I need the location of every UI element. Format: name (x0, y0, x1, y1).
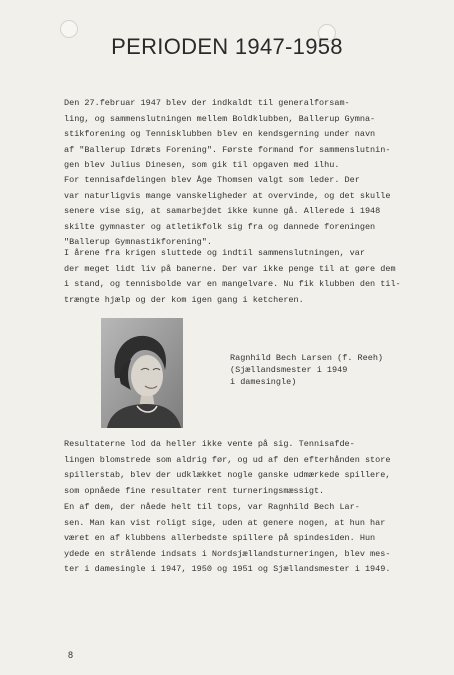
text-line: For tennisafdelingen blev Åge Thomsen valgt som leder. Der (64, 175, 360, 185)
caption-line: (Sjællandsmester i 1949 (230, 365, 348, 375)
text-line: sen. Man kan vist roligt sige, uden at genere nogen, at hun har (64, 517, 386, 528)
paragraph-3 (64, 246, 424, 308)
text-line: trængte hjælp og der kom igen gang i ketcheren. (64, 294, 304, 305)
paragraph-5 (64, 500, 424, 578)
text-line: skilte gymnaster og atletikfolk sig fra og dannede foreningen (64, 221, 376, 232)
text-line: spillerstab, blev der udklækket nogle ganske udmærkede spillere, (64, 470, 391, 480)
text-line: lingen blomstrede som aldrig før, og ud af den efterhånden store (64, 454, 391, 465)
portrait-photo (101, 318, 183, 428)
text-line: ling, og sammenslutningen mellem Boldklubben, Ballerup Gymna- (64, 113, 376, 124)
paragraph-1 (64, 96, 424, 174)
portrait-illustration (101, 318, 183, 428)
text-line: "Ballerup Gymnastikforening". (64, 237, 212, 247)
text-line: Den 27.februar 1947 blev der indkaldt til generalforsam- (64, 98, 350, 108)
text-line: gen blev Julius Dinesen, som gik til opgaven med ilhu. (64, 160, 340, 170)
paragraph-4 (64, 437, 424, 499)
caption-line: Ragnhild Bech Larsen (f. Reeh) (230, 353, 384, 363)
text-line: I årene fra krigen sluttede og indtil sammenslutningen, var (64, 248, 365, 258)
paragraph-2 (64, 173, 424, 251)
text-line: ydede en strålende indsats i Nordsjællandsturneringen, blev mes- (64, 548, 391, 559)
text-line: Resultaterne lod da heller ikke vente på sig. Tennisafde- (64, 439, 355, 449)
text-line: ter i damesingle i 1947, 1950 og 1951 og Sjællandsmester i 1949. (64, 564, 391, 574)
text-line: af "Ballerup Idræts Forening". Første formand for sammenslutnin- (64, 144, 391, 155)
text-line: stikforening og Tennisklubben blev en kendsgerning under navn (64, 129, 376, 139)
text-line: i stand, og tennisbolde var en mangelvare. Nu fik klubben den til- (64, 279, 401, 289)
text-line: der meget lidt liv på banerne. Der var ikke penge til at gøre dem (64, 263, 396, 274)
text-line: som opnåede fine resultater rent turneringsmæssigt. (64, 485, 325, 496)
photo-caption (230, 352, 383, 388)
text-line: senere vise sig, at samarbejdet ikke kunne gå. Allerede i 1948 (64, 206, 381, 216)
page-number: 8 (68, 650, 74, 660)
text-line: var naturligvis mange vanskeligheder at overvinde, og det skulle (64, 190, 391, 201)
caption-line: i damesingle) (230, 377, 297, 387)
text-line: En af dem, der nåede helt til tops, var Ragnhild Bech Lar- (64, 502, 360, 512)
text-line: været en af klubbens allerbedste spillere på spindesiden. Hun (64, 533, 376, 543)
page-title: PERIODEN 1947-1958 (111, 34, 343, 59)
